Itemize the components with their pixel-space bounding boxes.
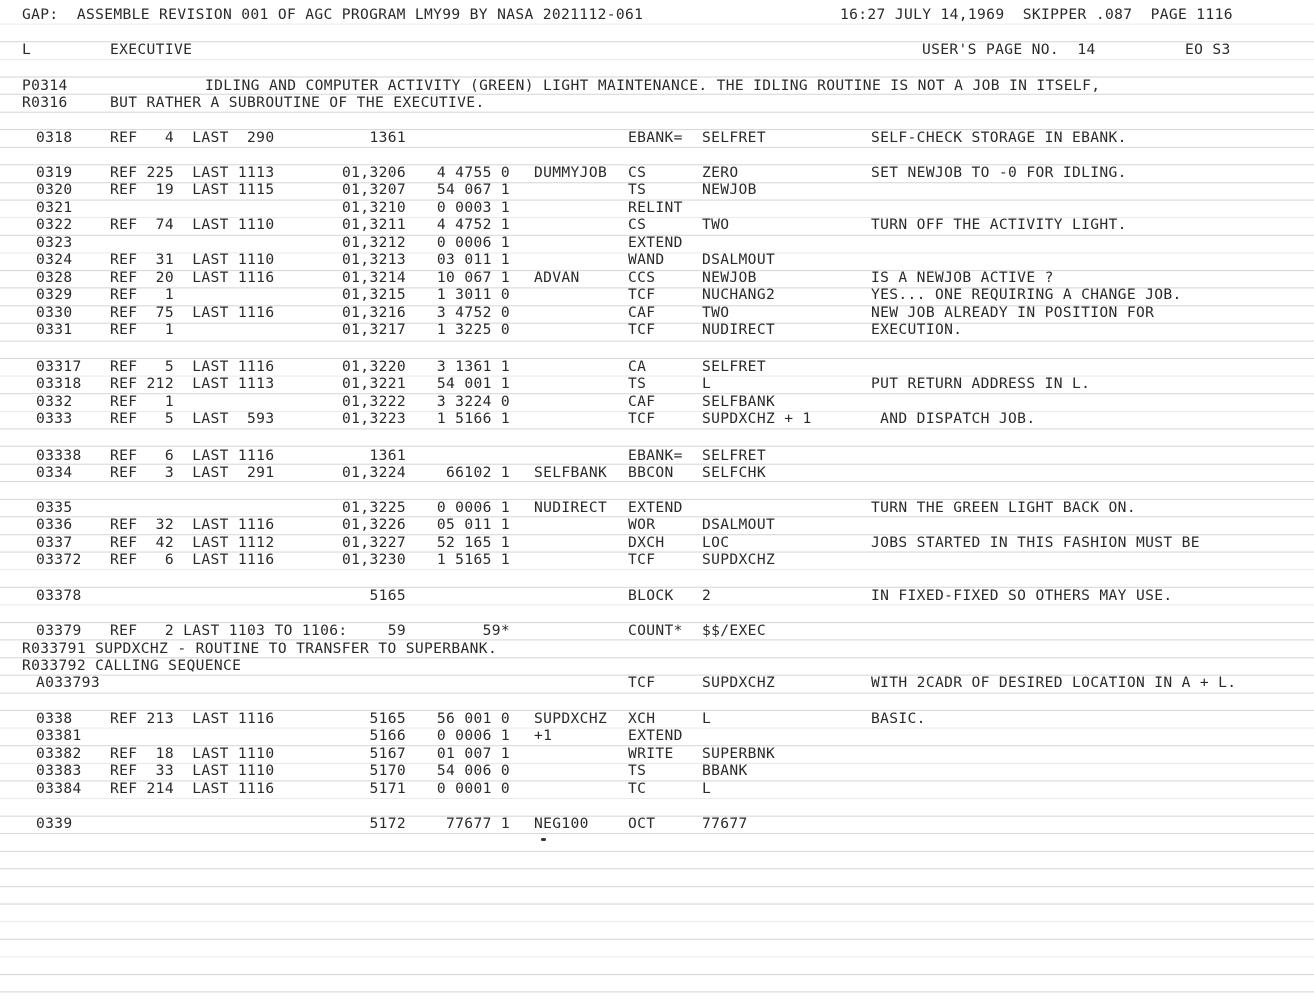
row-comment: WITH 2CADR OF DESIRED LOCATION IN A + L. bbox=[871, 674, 1237, 691]
row-operand: SELFCHK bbox=[702, 464, 766, 481]
row-ref: REF 42 LAST 1112 bbox=[110, 534, 275, 551]
row-addr: 01,3213 bbox=[342, 251, 406, 268]
listing-row bbox=[0, 199, 1314, 217]
row-op: CCS bbox=[628, 269, 656, 286]
row-code: 54 067 1 bbox=[436, 181, 510, 198]
listing-row bbox=[0, 393, 1314, 411]
row-operand: L bbox=[702, 780, 712, 797]
listing-row bbox=[0, 234, 1314, 252]
row-op: EXTEND bbox=[628, 499, 683, 516]
remark-text: R033791 SUPDXCHZ - ROUTINE TO TRANSFER TO SUPERBANK. bbox=[22, 640, 498, 657]
row-code: 54 001 1 bbox=[436, 375, 510, 392]
listing-row bbox=[0, 269, 1314, 287]
row-comment: SET NEWJOB TO -0 FOR IDLING. bbox=[871, 164, 1127, 181]
row-num: 0334 bbox=[36, 464, 73, 481]
row-comment: NEW JOB ALREADY IN POSITION FOR bbox=[871, 304, 1155, 321]
row-comment: IS A NEWJOB ACTIVE ? bbox=[871, 269, 1054, 286]
row-num: 0337 bbox=[36, 534, 73, 551]
row-operand: NUCHANG2 bbox=[702, 286, 776, 303]
row-op: WRITE bbox=[628, 745, 674, 762]
row-num: 0338 bbox=[36, 710, 73, 727]
row-op: TS bbox=[628, 375, 647, 392]
row-operand: TWO bbox=[702, 304, 730, 321]
row-label: NEG100 bbox=[534, 815, 589, 832]
row-addr: 5165 bbox=[369, 710, 406, 727]
row-code: 77677 1 bbox=[446, 815, 510, 832]
row-operand: SELFBANK bbox=[702, 393, 776, 410]
users-page-number: USER'S PAGE NO. 14 bbox=[922, 41, 1096, 58]
listing-row bbox=[0, 710, 1314, 728]
row-label: ADVAN bbox=[534, 269, 580, 286]
row-ref: REF 6 LAST 1116 bbox=[110, 447, 275, 464]
row-code: 0 0003 1 bbox=[436, 199, 510, 216]
listing-row bbox=[0, 129, 1314, 147]
row-operand: SUPDXCHZ + 1 bbox=[702, 410, 812, 427]
row-comment: BASIC. bbox=[871, 710, 926, 727]
row-num: 03382 bbox=[36, 745, 82, 762]
row-label: +1 bbox=[534, 727, 553, 744]
row-op: RELINT bbox=[628, 199, 683, 216]
row-op: TCF bbox=[628, 321, 656, 338]
row-num: 0318 bbox=[36, 129, 73, 146]
listing-row bbox=[0, 727, 1314, 745]
row-addr: 01,3227 bbox=[342, 534, 406, 551]
subheader-line bbox=[0, 41, 1231, 59]
row-op: WAND bbox=[628, 251, 665, 268]
intro-r-text: BUT RATHER A SUBROUTINE OF THE EXECUTIVE. bbox=[110, 94, 485, 111]
listing-row bbox=[0, 164, 1314, 182]
row-num: 0321 bbox=[36, 199, 73, 216]
row-ref: REF 31 LAST 1110 bbox=[110, 251, 275, 268]
row-ref: REF 32 LAST 1116 bbox=[110, 516, 275, 533]
row-operand: SUPDXCHZ bbox=[702, 551, 776, 568]
row-addr: 01,3230 bbox=[342, 551, 406, 568]
row-num: 0322 bbox=[36, 216, 73, 233]
intro-p-id: P0314 bbox=[22, 77, 68, 94]
remark-text: R033792 CALLING SEQUENCE bbox=[22, 657, 242, 674]
row-ref: REF 212 LAST 1113 bbox=[110, 375, 275, 392]
listing-row bbox=[0, 622, 1314, 640]
row-op: CAF bbox=[628, 393, 656, 410]
row-label: NUDIRECT bbox=[534, 499, 608, 516]
row-num: 0331 bbox=[36, 321, 73, 338]
row-ref: REF 18 LAST 1110 bbox=[110, 745, 275, 762]
row-op: DXCH bbox=[628, 534, 665, 551]
row-ref: REF 5 LAST 1116 bbox=[110, 358, 275, 375]
row-code: 4 4752 1 bbox=[436, 216, 510, 233]
row-op: TC bbox=[628, 780, 647, 797]
row-num: 0324 bbox=[36, 251, 73, 268]
row-code: 05 011 1 bbox=[436, 516, 510, 533]
row-op: COUNT* bbox=[628, 622, 683, 639]
row-addr: 01,3217 bbox=[342, 321, 406, 338]
listing-row bbox=[0, 464, 1314, 482]
intro-p-text: IDLING AND COMPUTER ACTIVITY (GREEN) LIGHT MAINTENANCE. THE IDLING ROUTINE IS NOT A JOB IN ITSELF, bbox=[205, 77, 1101, 94]
row-code: 3 1361 1 bbox=[436, 358, 510, 375]
row-op: BBCON bbox=[628, 464, 674, 481]
row-num: 03338 bbox=[36, 447, 82, 464]
row-ref: REF 74 LAST 1110 bbox=[110, 216, 275, 233]
row-num: 0332 bbox=[36, 393, 73, 410]
row-num: 0330 bbox=[36, 304, 73, 321]
row-num: 0319 bbox=[36, 164, 73, 181]
header-line bbox=[0, 6, 1233, 24]
row-operand: SELFRET bbox=[702, 447, 766, 464]
row-op: WOR bbox=[628, 516, 656, 533]
row-ref: REF 5 LAST 593 bbox=[110, 410, 275, 427]
row-ref: REF 75 LAST 1116 bbox=[110, 304, 275, 321]
row-ref: REF 20 LAST 1116 bbox=[110, 269, 275, 286]
row-label: SUPDXCHZ bbox=[534, 710, 608, 727]
row-ref: REF 213 LAST 1116 bbox=[110, 710, 275, 727]
row-addr: 01,3206 bbox=[342, 164, 406, 181]
row-num: 0328 bbox=[36, 269, 73, 286]
row-op: TCF bbox=[628, 674, 656, 691]
row-op: EBANK= bbox=[628, 447, 683, 464]
row-addr: 01,3225 bbox=[342, 499, 406, 516]
row-comment: EXECUTION. bbox=[871, 321, 963, 338]
row-operand: TWO bbox=[702, 216, 730, 233]
row-ref: REF 1 bbox=[110, 321, 174, 338]
row-code: 52 165 1 bbox=[436, 534, 510, 551]
row-code: 4 4755 0 bbox=[436, 164, 510, 181]
row-addr: 01,3215 bbox=[342, 286, 406, 303]
row-addr: 5166 bbox=[369, 727, 406, 744]
row-addr: 01,3214 bbox=[342, 269, 406, 286]
row-code: 1 5165 1 bbox=[436, 551, 510, 568]
row-op: XCH bbox=[628, 710, 656, 727]
row-operand: DSALMOUT bbox=[702, 516, 776, 533]
listing-row bbox=[0, 304, 1314, 322]
row-operand: $$/EXEC bbox=[702, 622, 766, 639]
listing-row bbox=[0, 516, 1314, 534]
listing-row bbox=[0, 358, 1314, 376]
header-timestamp: 16:27 JULY 14,1969 SKIPPER .087 PAGE 1116 bbox=[840, 6, 1233, 23]
row-op: CS bbox=[628, 216, 647, 233]
row-addr: 01,3210 bbox=[342, 199, 406, 216]
row-num: 03372 bbox=[36, 551, 82, 568]
row-num: 0329 bbox=[36, 286, 73, 303]
row-code: 56 001 0 bbox=[436, 710, 510, 727]
listing-row bbox=[0, 216, 1314, 234]
row-code: 01 007 1 bbox=[436, 745, 510, 762]
row-comment: TURN THE GREEN LIGHT BACK ON. bbox=[871, 499, 1136, 516]
row-comment: AND DISPATCH JOB. bbox=[871, 410, 1036, 427]
row-code: 59* bbox=[482, 622, 510, 639]
row-code: 03 011 1 bbox=[436, 251, 510, 268]
listing-row bbox=[0, 551, 1314, 569]
row-addr: 01,3224 bbox=[342, 464, 406, 481]
row-op: OCT bbox=[628, 815, 656, 832]
row-num: 0333 bbox=[36, 410, 73, 427]
row-op: TS bbox=[628, 762, 647, 779]
listing-row bbox=[0, 181, 1314, 199]
row-op: TS bbox=[628, 181, 647, 198]
row-code: 0 0006 1 bbox=[436, 499, 510, 516]
header-title: GAP: ASSEMBLE REVISION 001 OF AGC PROGRAM LMY99 BY NASA 2021112-061 bbox=[22, 6, 644, 23]
row-ref: REF 6 LAST 1116 bbox=[110, 551, 275, 568]
row-operand: NEWJOB bbox=[702, 181, 757, 198]
row-op: EXTEND bbox=[628, 234, 683, 251]
row-addr: 5167 bbox=[369, 745, 406, 762]
row-num: 0323 bbox=[36, 234, 73, 251]
row-ref: REF 2 LAST 1103 TO 1106: bbox=[110, 622, 348, 639]
listing-row bbox=[0, 410, 1314, 428]
row-op: TCF bbox=[628, 286, 656, 303]
row-num: 03383 bbox=[36, 762, 82, 779]
row-op: CS bbox=[628, 164, 647, 181]
row-operand: SUPERBNK bbox=[702, 745, 776, 762]
intro-r-id: R0316 bbox=[22, 94, 68, 111]
section-code: EO S3 bbox=[1185, 41, 1231, 58]
row-operand: SUPDXCHZ bbox=[702, 674, 776, 691]
row-ref: REF 1 bbox=[110, 286, 174, 303]
intro-line-1 bbox=[0, 77, 1101, 95]
row-addr: 01,3207 bbox=[342, 181, 406, 198]
listing-row bbox=[0, 499, 1314, 517]
ink-mark bbox=[541, 838, 546, 841]
row-code: 1 5166 1 bbox=[436, 410, 510, 427]
row-ref: REF 1 bbox=[110, 393, 174, 410]
row-comment: TURN OFF THE ACTIVITY LIGHT. bbox=[871, 216, 1127, 233]
row-ref: REF 214 LAST 1116 bbox=[110, 780, 275, 797]
row-addr: 01,3211 bbox=[342, 216, 406, 233]
row-addr: 01,3212 bbox=[342, 234, 406, 251]
row-code: 0 0006 1 bbox=[436, 234, 510, 251]
row-op: CA bbox=[628, 358, 647, 375]
row-comment: IN FIXED-FIXED SO OTHERS MAY USE. bbox=[871, 587, 1173, 604]
row-num: 03317 bbox=[36, 358, 82, 375]
row-addr: 01,3220 bbox=[342, 358, 406, 375]
row-code: 10 067 1 bbox=[436, 269, 510, 286]
listing-row bbox=[0, 321, 1314, 339]
row-operand: SELFRET bbox=[702, 358, 766, 375]
row-comment: PUT RETURN ADDRESS IN L. bbox=[871, 375, 1091, 392]
listing-row bbox=[0, 762, 1314, 780]
listing-row bbox=[0, 534, 1314, 552]
row-operand: NEWJOB bbox=[702, 269, 757, 286]
row-num: 03381 bbox=[36, 727, 82, 744]
intro-line-2 bbox=[0, 94, 485, 112]
listing-row bbox=[0, 587, 1314, 605]
row-num: 03384 bbox=[36, 780, 82, 797]
listing-row bbox=[0, 674, 1314, 692]
listing-row bbox=[0, 251, 1314, 269]
row-num: 0320 bbox=[36, 181, 73, 198]
row-operand: 2 bbox=[702, 587, 712, 604]
row-comment: JOBS STARTED IN THIS FASHION MUST BE bbox=[871, 534, 1200, 551]
row-addr: 5165 bbox=[369, 587, 406, 604]
listing-row bbox=[0, 780, 1314, 798]
row-ref: REF 4 LAST 290 bbox=[110, 129, 275, 146]
listing-row bbox=[0, 815, 1314, 833]
listing-row bbox=[0, 447, 1314, 465]
row-operand: SELFRET bbox=[702, 129, 766, 146]
row-op: BLOCK bbox=[628, 587, 674, 604]
row-num: 0335 bbox=[36, 499, 73, 516]
row-code: 54 006 0 bbox=[436, 762, 510, 779]
row-comment: SELF-CHECK STORAGE IN EBANK. bbox=[871, 129, 1127, 146]
row-op: EBANK= bbox=[628, 129, 683, 146]
row-addr: 01,3221 bbox=[342, 375, 406, 392]
row-operand: BBANK bbox=[702, 762, 748, 779]
row-addr: 01,3223 bbox=[342, 410, 406, 427]
row-ref: REF 3 LAST 291 bbox=[110, 464, 275, 481]
row-code: 66102 1 bbox=[446, 464, 510, 481]
subheader-mark: L bbox=[22, 41, 32, 58]
row-op: TCF bbox=[628, 551, 656, 568]
row-operand: L bbox=[702, 710, 712, 727]
row-addr: 5172 bbox=[369, 815, 406, 832]
row-num: 0339 bbox=[36, 815, 73, 832]
row-code: 0 0006 1 bbox=[436, 727, 510, 744]
row-ref: REF 33 LAST 1110 bbox=[110, 762, 275, 779]
row-ref: REF 225 LAST 1113 bbox=[110, 164, 275, 181]
listing-row bbox=[0, 286, 1314, 304]
row-addr: 1361 bbox=[369, 447, 406, 464]
row-addr: 01,3216 bbox=[342, 304, 406, 321]
row-addr: 59 bbox=[387, 622, 406, 639]
row-op: TCF bbox=[628, 410, 656, 427]
row-code: 3 4752 0 bbox=[436, 304, 510, 321]
row-ref: REF 19 LAST 1115 bbox=[110, 181, 275, 198]
row-operand: ZERO bbox=[702, 164, 739, 181]
row-num: A033793 bbox=[36, 674, 100, 691]
remark-line bbox=[0, 657, 242, 675]
row-num: 03318 bbox=[36, 375, 82, 392]
remark-line bbox=[0, 640, 498, 658]
row-num: 0336 bbox=[36, 516, 73, 533]
row-label: DUMMYJOB bbox=[534, 164, 608, 181]
row-addr: 1361 bbox=[369, 129, 406, 146]
row-num: 03378 bbox=[36, 587, 82, 604]
row-code: 1 3011 0 bbox=[436, 286, 510, 303]
listing-row bbox=[0, 745, 1314, 763]
row-addr: 5171 bbox=[369, 780, 406, 797]
row-num: 03379 bbox=[36, 622, 82, 639]
row-op: CAF bbox=[628, 304, 656, 321]
row-op: EXTEND bbox=[628, 727, 683, 744]
row-label: SELFBANK bbox=[534, 464, 608, 481]
row-code: 0 0001 0 bbox=[436, 780, 510, 797]
row-code: 1 3225 0 bbox=[436, 321, 510, 338]
row-operand: NUDIRECT bbox=[702, 321, 776, 338]
row-operand: L bbox=[702, 375, 712, 392]
row-code: 3 3224 0 bbox=[436, 393, 510, 410]
section-title: EXECUTIVE bbox=[110, 41, 193, 58]
row-operand: 77677 bbox=[702, 815, 748, 832]
row-addr: 5170 bbox=[369, 762, 406, 779]
row-operand: DSALMOUT bbox=[702, 251, 776, 268]
row-comment: YES... ONE REQUIRING A CHANGE JOB. bbox=[871, 286, 1182, 303]
row-addr: 01,3226 bbox=[342, 516, 406, 533]
listing-row bbox=[0, 375, 1314, 393]
row-addr: 01,3222 bbox=[342, 393, 406, 410]
row-operand: LOC bbox=[702, 534, 730, 551]
